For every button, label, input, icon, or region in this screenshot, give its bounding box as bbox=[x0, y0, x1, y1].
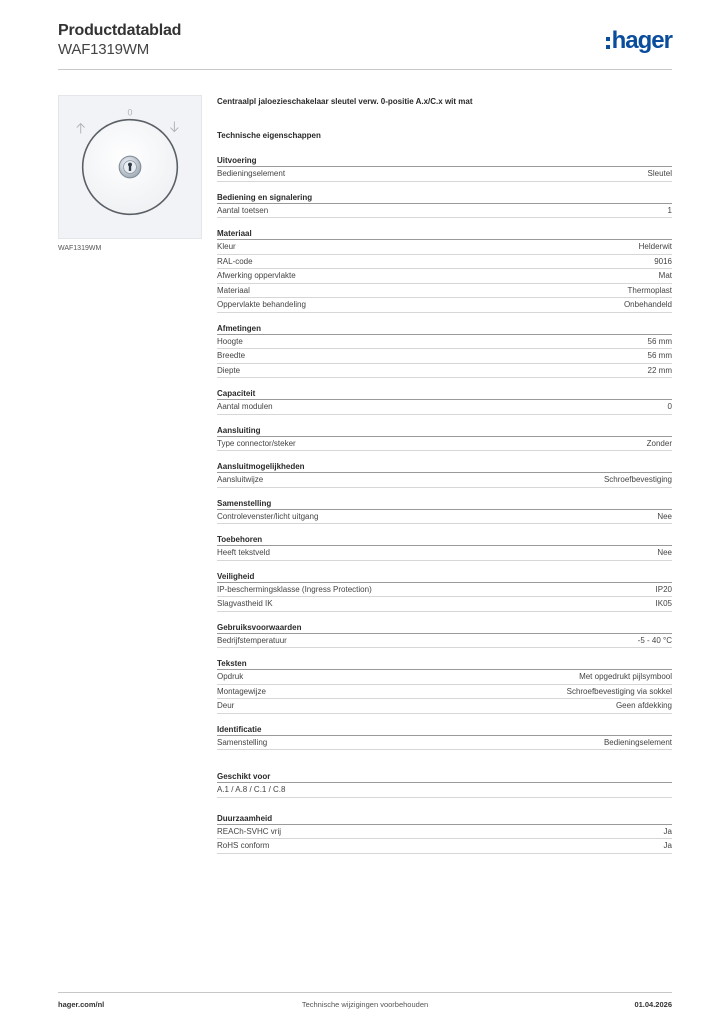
spec-value: IP20 bbox=[655, 584, 672, 594]
spec-value: Thermoplast bbox=[627, 285, 672, 295]
spec-section bbox=[217, 462, 672, 488]
spec-value: Schroefbevestiging bbox=[603, 475, 672, 484]
spec-section bbox=[217, 535, 672, 561]
spec-label: Type connector/steker bbox=[217, 438, 296, 448]
spec-row bbox=[217, 269, 672, 284]
spec-section bbox=[217, 229, 672, 313]
spec-row bbox=[217, 284, 672, 299]
section-title: Afmetingen bbox=[217, 324, 672, 335]
section-title: Gebruiksvoorwaarden bbox=[217, 623, 672, 634]
spec-row bbox=[217, 349, 672, 364]
section-title: Duurzaamheid bbox=[217, 814, 672, 825]
spec-label: Hoogte bbox=[217, 336, 243, 346]
spec-label: Materiaal bbox=[217, 285, 250, 295]
spec-value: Ja bbox=[663, 826, 672, 836]
spec-value: IK05 bbox=[655, 599, 672, 608]
page-footer bbox=[58, 992, 672, 1012]
section-title: Toebehoren bbox=[217, 535, 672, 546]
logo-text: hager bbox=[611, 27, 672, 54]
spec-value: Nee bbox=[657, 511, 672, 521]
spec-label: Deur bbox=[217, 701, 235, 710]
spec-label: REACh-SVHC vrij bbox=[217, 826, 282, 836]
spec-section bbox=[217, 156, 672, 182]
spec-label: Breedte bbox=[217, 351, 246, 360]
spec-row bbox=[217, 670, 672, 685]
section-title: Teksten bbox=[217, 659, 672, 670]
spec-value: Nee bbox=[657, 548, 672, 557]
spec-label: Heeft tekstveld bbox=[217, 548, 270, 557]
spec-row bbox=[217, 364, 672, 379]
technical-properties-title: Technische eigenschappen bbox=[217, 131, 321, 140]
image-caption: WAF1319WM bbox=[58, 245, 102, 252]
spec-value: -5 - 40 °C bbox=[637, 635, 672, 645]
spec-label: Bedrijfstemperatuur bbox=[217, 635, 287, 645]
section-title: Geschikt voor bbox=[217, 772, 672, 783]
spec-value: Onbehandeld bbox=[623, 300, 672, 309]
sustainability-section bbox=[217, 814, 672, 854]
spec-value: Geen afdekking bbox=[615, 701, 672, 710]
spec-section bbox=[217, 499, 672, 525]
section-title: Materiaal bbox=[217, 229, 672, 240]
spec-row bbox=[217, 546, 672, 561]
product-image-svg bbox=[59, 96, 201, 238]
spec-row bbox=[217, 510, 672, 525]
spec-label: Aansluitwijze bbox=[217, 475, 264, 484]
spec-value: 0 bbox=[667, 402, 672, 411]
spec-label: RoHS conform bbox=[217, 841, 270, 850]
spec-label: Kleur bbox=[217, 242, 236, 251]
section-title: Veiligheid bbox=[217, 572, 672, 583]
product-description: Centraalpl jaloezieschakelaar sleutel verw. 0-positie A.x/C.x wit mat bbox=[217, 97, 473, 106]
spec-value: Zonder bbox=[646, 438, 672, 448]
spec-label: Montagewijze bbox=[217, 686, 266, 696]
spec-row bbox=[217, 255, 672, 270]
spec-row bbox=[217, 298, 672, 313]
spec-row bbox=[217, 167, 672, 182]
spec-value: Ja bbox=[663, 841, 672, 850]
spec-section bbox=[217, 426, 672, 452]
section-title: Identificatie bbox=[217, 725, 672, 736]
spec-row bbox=[217, 400, 672, 415]
spec-row bbox=[217, 634, 672, 649]
spec-value: Met opgedrukt pijlsymbool bbox=[579, 672, 672, 681]
spec-label: Aantal toetsen bbox=[217, 205, 269, 215]
hager-logo bbox=[606, 28, 672, 54]
spec-row bbox=[217, 240, 672, 255]
spec-value: Bedieningselement bbox=[603, 737, 672, 747]
footer-date: 01.04.2026 bbox=[634, 1000, 672, 1009]
spec-value: 9016 bbox=[654, 256, 672, 266]
spec-section bbox=[217, 193, 672, 219]
section-title: Capaciteit bbox=[217, 389, 672, 400]
spec-row bbox=[217, 473, 672, 488]
product-image bbox=[58, 95, 202, 239]
spec-label: Bedieningselement bbox=[217, 169, 286, 178]
spec-value: 22 mm bbox=[647, 365, 672, 375]
logo-colon-icon bbox=[606, 37, 610, 49]
spec-row bbox=[217, 583, 672, 598]
spec-section bbox=[217, 725, 672, 751]
zero-position-label: 0 bbox=[127, 107, 133, 118]
section-title: Uitvoering bbox=[217, 156, 672, 167]
spec-value: 56 mm bbox=[647, 351, 672, 360]
section-title: Samenstelling bbox=[217, 499, 672, 510]
spec-row bbox=[217, 825, 672, 840]
spec-label: Controlevenster/licht uitgang bbox=[217, 511, 319, 521]
spec-value: Helderwit bbox=[638, 242, 672, 251]
spec-row bbox=[217, 699, 672, 714]
spec-label: Diepte bbox=[217, 365, 241, 375]
spec-section bbox=[217, 623, 672, 649]
section-title: Aansluiting bbox=[217, 426, 672, 437]
footer-notice: Technische wijzigingen voorbehouden bbox=[301, 1000, 429, 1009]
spec-value: Sleutel bbox=[647, 169, 672, 178]
spec-row bbox=[217, 736, 672, 751]
product-specifications bbox=[217, 97, 672, 854]
spec-section bbox=[217, 324, 672, 379]
spec-value: A.1 / A.8 / C.1 / C.8 bbox=[217, 785, 286, 794]
spec-section bbox=[217, 572, 672, 612]
spec-value: 1 bbox=[667, 205, 672, 215]
spec-value: Schroefbevestiging via sokkel bbox=[566, 686, 672, 696]
spec-label: RAL-code bbox=[217, 256, 253, 266]
key-lock-icon bbox=[119, 156, 141, 178]
section-title: Bediening en signalering bbox=[217, 193, 672, 204]
spec-label: Aantal modulen bbox=[217, 402, 273, 411]
spec-row bbox=[217, 335, 672, 350]
spec-label: Afwerking oppervlakte bbox=[217, 271, 296, 280]
spec-row bbox=[217, 685, 672, 700]
spec-label: Oppervlakte behandeling bbox=[217, 300, 306, 309]
spec-label: Opdruk bbox=[217, 672, 244, 681]
document-title: Productdatablad bbox=[58, 22, 182, 39]
spec-row bbox=[217, 597, 672, 612]
website-link[interactable]: hager.com/nl bbox=[58, 1000, 105, 1009]
spec-value: Mat bbox=[658, 271, 672, 280]
spec-row bbox=[217, 204, 672, 219]
product-code: WAF1319WM bbox=[58, 41, 149, 58]
page-header bbox=[58, 22, 672, 70]
spec-section bbox=[217, 659, 672, 714]
spec-row bbox=[217, 783, 672, 798]
spec-section bbox=[217, 389, 672, 415]
spec-label: IP-beschermingsklasse (Ingress Protection) bbox=[217, 584, 372, 594]
spec-value: 56 mm bbox=[647, 336, 672, 346]
section-title: Aansluitmogelijkheden bbox=[217, 462, 672, 473]
spec-row bbox=[217, 437, 672, 452]
spec-label: Slagvastheid IK bbox=[217, 599, 273, 608]
spec-row bbox=[217, 839, 672, 854]
suitable-for-section bbox=[217, 772, 672, 798]
spec-sections bbox=[217, 156, 672, 750]
spec-label: Samenstelling bbox=[217, 737, 268, 747]
